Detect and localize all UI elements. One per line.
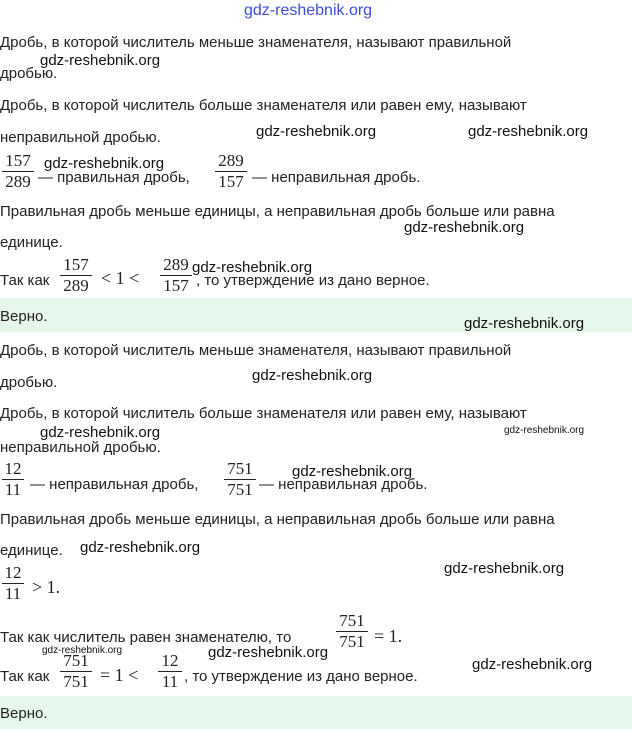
s2-ineq-fraction-1-denominator: 751 (63, 672, 89, 691)
watermark: gdz-reshebnik.org (40, 424, 161, 441)
s1-answer: Верно. (0, 308, 48, 325)
s2-ineq-fraction-2-numerator: 12 (161, 651, 179, 670)
s2-comparison-line1: Правильная дробь меньше единицы, а неправильная дробь больше или равна (0, 511, 555, 528)
s2-equal-fraction (336, 612, 368, 651)
watermark: gdz-reshebnik.org (252, 367, 373, 384)
s2-definition-improper-line2: неправильной дробью. (0, 439, 161, 456)
s1-definition-proper-line2: дробью. (0, 65, 58, 82)
s2-ineq-fraction-1 (60, 652, 92, 691)
s1-ineq-fraction-1-denominator: 289 (63, 276, 89, 295)
s2-fraction-a (2, 460, 24, 499)
s1-fraction-a-numerator: 157 (5, 151, 31, 170)
s2-ineq-fraction-2 (158, 652, 182, 691)
s2-fraction-a-numerator: 12 (4, 459, 22, 478)
s2-text-a: — неправильная дробь, (30, 476, 199, 493)
s2-definition-improper-line1: Дробь, в которой числитель больше знаменателя или равен ему, называют (0, 405, 527, 422)
s1-fraction-a (2, 152, 34, 191)
s2-fraction-b (224, 460, 256, 499)
watermark: gdz-reshebnik.org (208, 644, 329, 661)
s2-equal-text: Так как числитель равен знаменателю, то (0, 629, 292, 646)
s1-text-b: — неправильная дробь. (252, 169, 421, 186)
s1-definition-improper-line2: неправильной дробью. (0, 129, 161, 146)
s2-gt-fraction-denominator: 11 (4, 584, 22, 603)
s1-ineq-fraction-2-denominator: 157 (163, 276, 189, 295)
s1-fraction-b-numerator: 289 (218, 151, 244, 170)
s1-comparison-line1: Правильная дробь меньше единицы, а неправильная дробь больше или равна (0, 203, 555, 220)
s2-definition-proper-line1: Дробь, в которой числитель меньше знаменателя, называют правильной (0, 342, 512, 359)
watermark: gdz-reshebnik.org (468, 123, 589, 140)
watermark: gdz-reshebnik.org (292, 463, 413, 480)
watermark-small: gdz-reshebnik.org (42, 645, 123, 656)
s1-since-label: Так как (0, 272, 50, 289)
s2-gt-fraction (2, 564, 24, 603)
s2-comparison-line2: единице. (0, 542, 63, 559)
watermark: gdz-reshebnik.org (464, 315, 585, 332)
s1-text-a: — правильная дробь, (38, 169, 190, 186)
s2-fraction-b-denominator: 751 (227, 480, 253, 499)
watermark: gdz-reshebnik.org (472, 656, 593, 673)
s2-gt-sign: > 1. (32, 577, 61, 597)
s2-equal-sign: = 1. (374, 626, 403, 646)
s1-definition-proper-line1: Дробь, в которой числитель меньше знаменателя, называют правильной (0, 34, 512, 51)
s2-since-label: Так как (0, 668, 50, 685)
s1-conclusion: , то утверждение из дано верное. (196, 272, 430, 289)
s2-text-b: — неправильная дробь. (259, 476, 428, 493)
s2-ineq-fraction-1-numerator: 751 (63, 651, 89, 670)
watermark: gdz-reshebnik.org (192, 259, 313, 276)
watermark: gdz-reshebnik.org (256, 123, 377, 140)
watermark: gdz-reshebnik.org (444, 560, 565, 577)
s1-comparison-line2: единице. (0, 234, 63, 251)
s1-fraction-b (215, 152, 247, 191)
s2-answer: Верно. (0, 705, 48, 722)
s1-definition-improper-line1: Дробь, в которой числитель больше знаменателя или равен ему, называют (0, 97, 527, 114)
watermark-title: gdz-reshebnik.org (244, 2, 373, 19)
watermark-small: gdz-reshebnik.org (504, 425, 585, 436)
s2-conclusion: , то утверждение из дано верное. (184, 668, 418, 685)
s1-inequality-sign: < 1 < (101, 268, 140, 288)
watermark: gdz-reshebnik.org (404, 219, 525, 236)
s2-fraction-a-denominator: 11 (4, 480, 22, 499)
s1-fraction-a-denominator: 289 (5, 172, 31, 191)
s1-ineq-fraction-1-numerator: 157 (63, 255, 89, 274)
s1-ineq-fraction-2 (160, 256, 192, 295)
watermark: gdz-reshebnik.org (40, 52, 161, 69)
s1-ineq-fraction-2-numerator: 289 (163, 255, 189, 274)
s2-equal-fraction-numerator: 751 (339, 611, 365, 630)
s2-answer-band (0, 696, 632, 729)
s2-definition-proper-line2: дробью. (0, 374, 58, 391)
s1-fraction-b-denominator: 157 (218, 172, 244, 191)
watermark: gdz-reshebnik.org (80, 539, 201, 556)
s2-ineq-fraction-2-denominator: 11 (161, 672, 179, 691)
s2-inequality-sign: = 1 < (100, 665, 139, 685)
s1-ineq-fraction-1 (60, 256, 92, 295)
s2-fraction-b-numerator: 751 (227, 459, 253, 478)
s2-equal-fraction-denominator: 751 (339, 632, 365, 651)
s2-gt-fraction-numerator: 12 (4, 563, 22, 582)
watermark: gdz-reshebnik.org (44, 155, 165, 172)
